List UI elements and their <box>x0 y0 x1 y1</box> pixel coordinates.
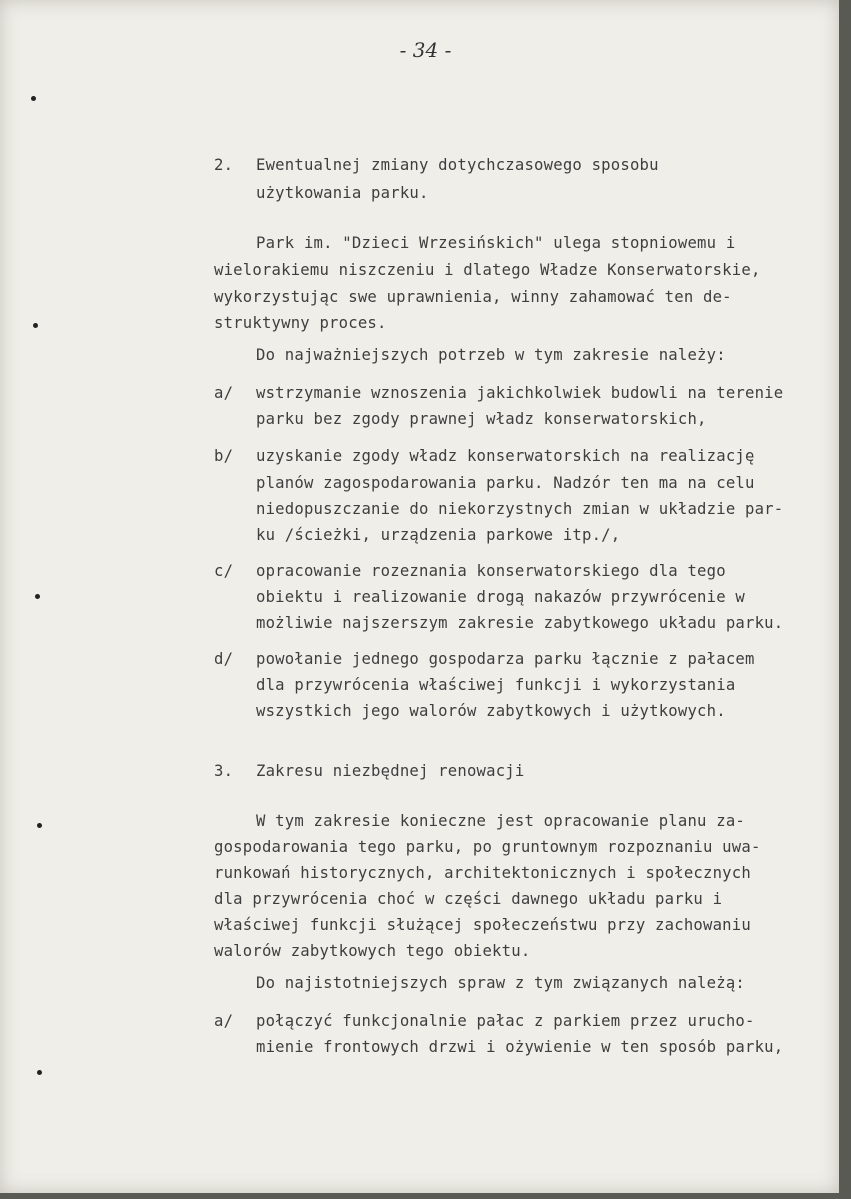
paragraph-line: Do najważniejszych potrzeb w tym zakresie należy: <box>256 346 726 364</box>
list-item-line: dla przywrócenia właściwej funkcji i wykorzystania <box>256 676 736 694</box>
list-item-line: parku bez zgody prawnej władz konserwatorskich, <box>256 410 707 428</box>
list-item-line: możliwie najszerszym zakresie zabytkowego układu parku. <box>256 614 784 632</box>
list-item-line: powołanie jednego gospodarza parku łącznie z pałacem <box>256 650 755 668</box>
paragraph-line: gospodarowania tego parku, po gruntownym rozpoznaniu uwa- <box>214 838 761 856</box>
list-item-line: mienie frontowych drzwi i ożywienie w ten sposób parku, <box>256 1038 784 1056</box>
section-heading-line: użytkowania parku. <box>256 184 429 202</box>
list-item-line: uzyskanie zgody władz konserwatorskich na realizację <box>256 447 755 465</box>
list-item-line: ku /ścieżki, urządzenia parkowe itp./, <box>256 526 621 544</box>
margin-mark <box>31 96 36 101</box>
paragraph-line: wielorakiemu niszczeniu i dlatego Władze Konserwatorskie, <box>214 261 761 279</box>
paragraph-line: runkowań historycznych, architektonicznych i społecznych <box>214 864 751 882</box>
section-number: 3. <box>214 762 234 780</box>
list-item-line: opracowanie rozeznania konserwatorskiego dla tego <box>256 562 726 580</box>
page-number: - 34 - <box>399 38 452 62</box>
paragraph-line: dla przywrócenia choć w części dawnego układu parku i <box>214 890 723 908</box>
paragraph-line: wykorzystując swe uprawnienia, winny zahamować ten de- <box>214 288 732 306</box>
list-item-line: obiektu i realizowanie drogą nakazów przywrócenie w <box>256 588 745 606</box>
list-item-line: planów zagospodarowania parku. Nadzór ten ma na celu <box>256 474 755 492</box>
margin-mark <box>35 594 40 599</box>
section-heading-line: Ewentualnej zmiany dotychczasowego sposobu <box>256 156 659 174</box>
paragraph-line: struktywny proces. <box>214 314 387 332</box>
list-label: b/ <box>214 447 234 465</box>
section-number: 2. <box>214 156 234 174</box>
list-label: c/ <box>214 562 234 580</box>
margin-mark <box>37 823 42 828</box>
list-item-line: wszystkich jego walorów zabytkowych i użytkowych. <box>256 702 726 720</box>
margin-mark <box>33 323 38 328</box>
paragraph-line: właściwej funkcji służącej społeczeństwu przy zachowaniu <box>214 916 751 934</box>
list-label: a/ <box>214 384 234 402</box>
list-item-line: niedopuszczanie do niekorzystnych zmian w układzie par- <box>256 500 784 518</box>
list-item-line: połączyć funkcjonalnie pałac z parkiem przez urucho- <box>256 1012 755 1030</box>
margin-mark <box>37 1070 42 1075</box>
paragraph-line: W tym zakresie konieczne jest opracowanie planu za- <box>256 812 745 830</box>
paragraph-line: Do najistotniejszych spraw z tym związanych należą: <box>256 974 745 992</box>
paragraph-line: Park im. "Dzieci Wrzesińskich" ulega stopniowemu i <box>256 234 736 252</box>
list-item-line: wstrzymanie wznoszenia jakichkolwiek budowli na terenie <box>256 384 784 402</box>
list-label: a/ <box>214 1012 234 1030</box>
paragraph-line: walorów zabytkowych tego obiektu. <box>214 942 531 960</box>
section-heading: Zakresu niezbędnej renowacji <box>256 762 525 780</box>
list-label: d/ <box>214 650 234 668</box>
